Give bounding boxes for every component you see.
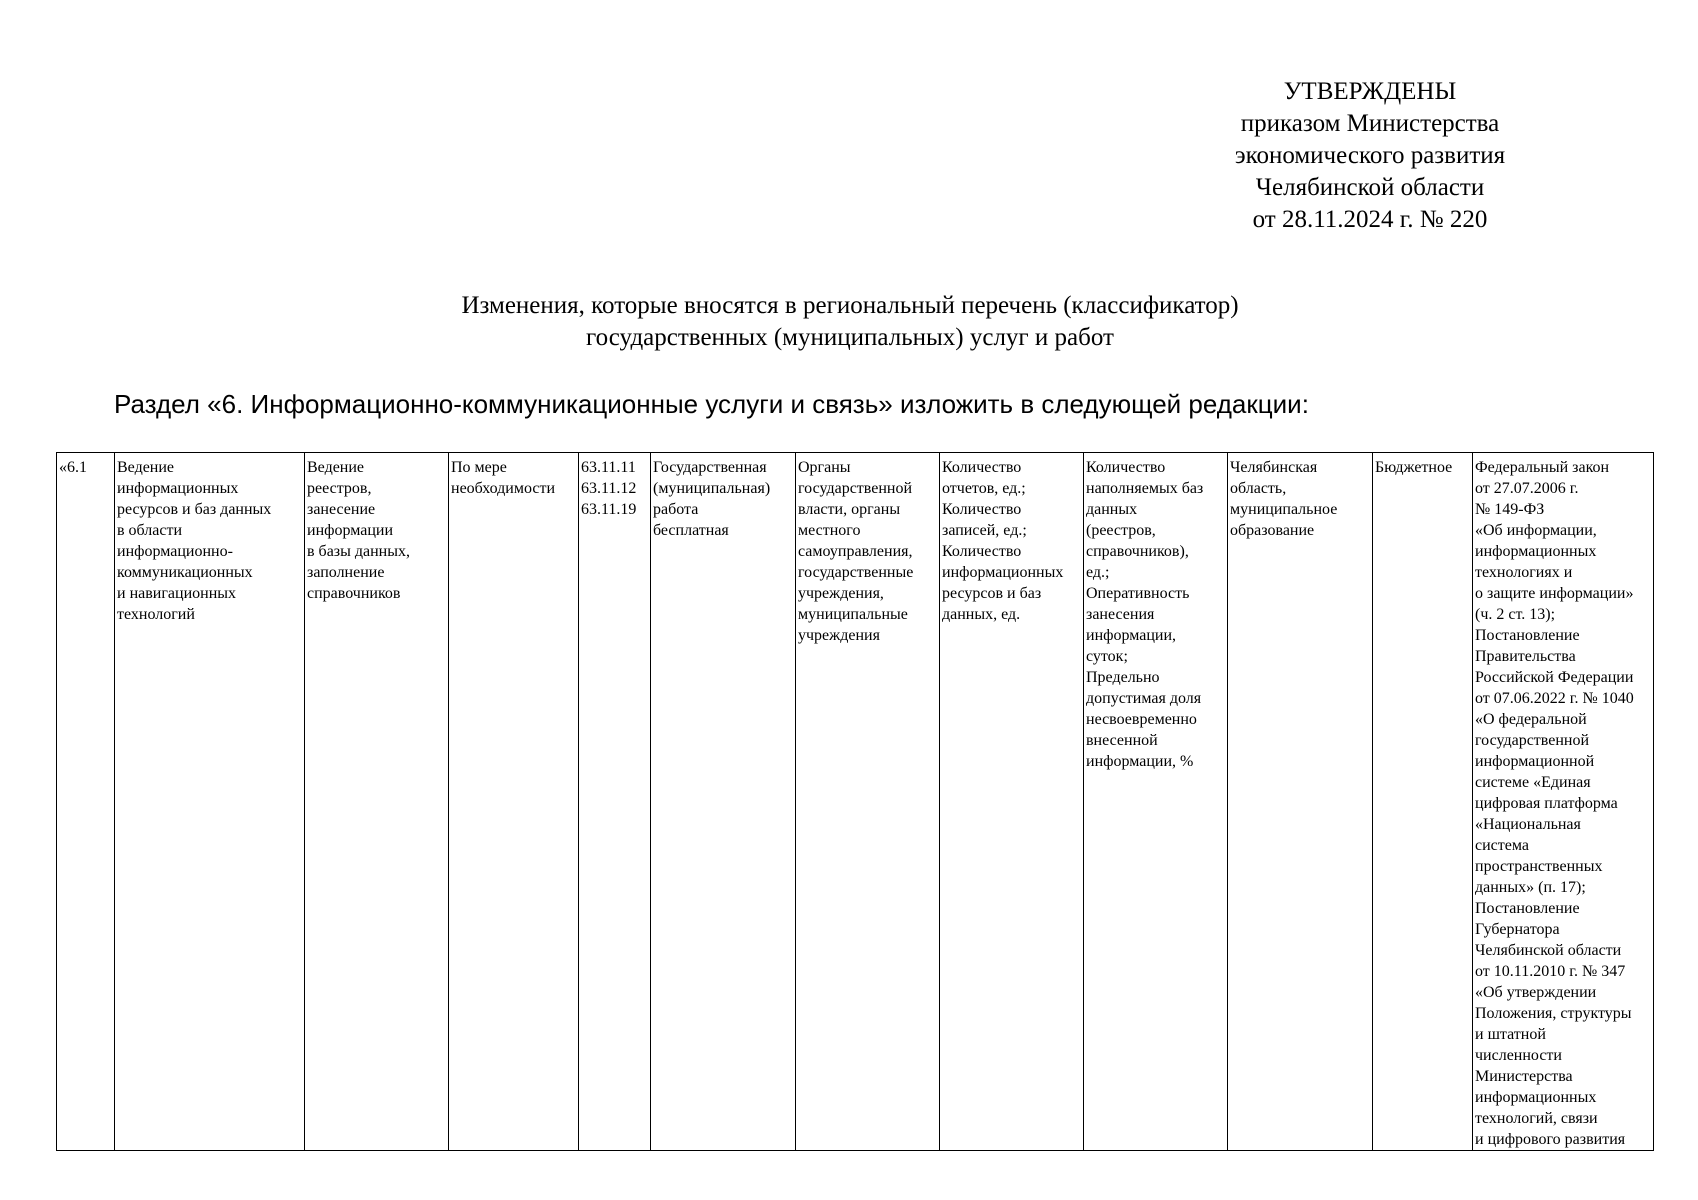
cell-text-line: и штатной — [1475, 1026, 1546, 1043]
cell-text-line: государственной — [1475, 732, 1590, 749]
cell-text-line: цифровая платформа — [1475, 795, 1618, 812]
cell-text-line: «О федеральной — [1475, 711, 1587, 728]
cell-text-line: Органы — [798, 459, 851, 476]
cell-text-line: от 27.07.2006 г. — [1475, 480, 1579, 497]
cell-text-line: область, — [1230, 480, 1287, 497]
cell-volume-indicators — [940, 453, 1084, 1151]
cell-service-name — [115, 453, 305, 1151]
cell-text-line: Российской Федерации — [1475, 669, 1634, 686]
title-line: государственных (муниципальных) услуг и работ — [586, 324, 1114, 351]
cell-text-line: данных, ед. — [942, 606, 1021, 623]
cell-text-line: № 149-ФЗ — [1475, 501, 1545, 518]
cell-text-line: Федеральный закон — [1475, 459, 1610, 476]
cell-text-line: 63.11.12 — [581, 480, 637, 497]
cell-consumers — [796, 453, 940, 1151]
cell-text-line: информационной — [1475, 753, 1595, 770]
cell-text-line: Количество — [942, 459, 1022, 476]
cell-text-line: Постановление — [1475, 900, 1580, 917]
cell-text-line: Министерства — [1475, 1068, 1573, 1085]
cell-text-line: данных — [1086, 501, 1138, 518]
cell-text-line: реестров, — [307, 480, 372, 497]
cell-text-line: ресурсов и баз — [942, 585, 1042, 602]
cell-text-line: информации, % — [1086, 753, 1194, 770]
table-row — [57, 453, 1654, 1151]
cell-text-line: информации, — [1086, 627, 1177, 644]
cell-text-line: Количество — [942, 543, 1022, 560]
cell-content — [305, 453, 449, 1151]
approval-stamp — [1180, 76, 1560, 236]
approval-line: приказом Министерства — [1240, 110, 1500, 137]
cell-text-line: Правительства — [1475, 648, 1576, 665]
cell-text-line: ед.; — [1086, 564, 1110, 581]
cell-text-line: система — [1475, 837, 1529, 854]
cell-text-line: 63.11.11 — [581, 459, 636, 476]
cell-text-line: в базы данных, — [307, 543, 410, 560]
cell-text-line: в области — [117, 522, 183, 539]
cell-quality-indicators — [1084, 453, 1228, 1151]
title-line: Изменения, которые вносятся в региональный перечень (классификатор) — [461, 292, 1239, 319]
approval-line: экономического развития — [1234, 142, 1506, 169]
cell-text-line: (ч. 2 ст. 13); — [1475, 606, 1556, 623]
section-intro: Раздел «6. Информационно-коммуникационные услуги и связь» изложить в следующей редакции: — [114, 389, 1309, 419]
cell-text-line: и цифрового развития — [1475, 1131, 1626, 1148]
approval-line: Челябинской области — [1255, 174, 1485, 201]
approval-line: УТВЕРЖДЕНЫ — [1283, 78, 1457, 105]
cell-text-line: справочников — [307, 585, 401, 602]
cell-text-line: допустимая доля — [1086, 690, 1202, 707]
cell-text-line: Постановление — [1475, 627, 1580, 644]
cell-text-line: технологий — [117, 606, 195, 623]
cell-text-line: суток; — [1086, 648, 1128, 665]
cell-text-line: самоуправления, — [798, 543, 913, 560]
cell-text-line: занесения — [1086, 606, 1155, 623]
cell-text-line: информационных — [942, 564, 1064, 581]
cell-number: «6.1 — [57, 453, 115, 1151]
cell-text-line: Количество — [1086, 459, 1166, 476]
cell-text-line: Бюджетное — [1375, 459, 1453, 476]
cell-text-line: необходимости — [451, 480, 556, 497]
cell-type — [651, 453, 796, 1151]
cell-text-line: власти, органы — [798, 501, 901, 518]
cell-text-line: информационных — [117, 480, 239, 497]
cell-text-line: данных» (п. 17); — [1475, 879, 1586, 896]
cell-text-line: Положения, структуры — [1475, 1005, 1632, 1022]
cell-text-line: учреждения — [798, 627, 880, 644]
cell-text-line: муниципальные — [798, 606, 908, 623]
cell-legal-basis — [1473, 453, 1654, 1151]
cell-text-line: 63.11.19 — [581, 501, 637, 518]
cell-text-line: Челябинская — [1230, 459, 1318, 476]
cell-text-line: информационных — [1475, 543, 1597, 560]
cell-text-line: и навигационных — [117, 585, 237, 602]
cell-text-line: Ведение — [307, 459, 365, 476]
cell-text-line: записей, ед.; — [942, 522, 1027, 539]
cell-text-line: от 07.06.2022 г. № 1040 — [1475, 690, 1634, 707]
approval-line: от 28.11.2024 г. № 220 — [1252, 206, 1488, 233]
cell-text-line: образование — [1230, 522, 1315, 539]
cell-text-line: (муниципальная) — [653, 480, 771, 497]
cell-text-line: занесение — [307, 501, 376, 518]
cell-text-line: справочников), — [1086, 543, 1189, 560]
cell-text-line: Количество — [942, 501, 1022, 518]
cell-text-line: Ведение — [117, 459, 175, 476]
cell-institution-type — [1373, 453, 1473, 1151]
cell-text-line: наполняемых баз — [1086, 480, 1204, 497]
cell-text-line: Губернатора — [1475, 921, 1560, 938]
cell-text-line: информационных — [1475, 1089, 1597, 1106]
cell-text-line: Предельно — [1086, 669, 1160, 686]
cell-text-line: Челябинской области — [1475, 942, 1622, 959]
document-title — [300, 290, 1400, 354]
cell-text-line: технологий, связи — [1475, 1110, 1598, 1127]
cell-text-line: несвоевременно — [1086, 711, 1197, 728]
cell-text-line: «Об информации, — [1475, 522, 1597, 539]
cell-okved — [579, 453, 651, 1151]
cell-text-line: коммуникационных — [117, 564, 253, 581]
cell-text-line: (реестров, — [1086, 522, 1156, 539]
cell-text-line: местного — [798, 522, 861, 539]
cell-text-line: пространственных — [1475, 858, 1603, 875]
cell-text-line: информации — [307, 522, 394, 539]
cell-text-line: системе «Единая — [1475, 774, 1591, 791]
cell-text-line: работа — [653, 501, 699, 518]
cell-text-line: заполнение — [307, 564, 385, 581]
cell-text-line: Государственная — [653, 459, 767, 476]
cell-text-line: технологиях и — [1475, 564, 1573, 581]
cell-text-line: ресурсов и баз данных — [117, 501, 272, 518]
cell-text-line: бесплатная — [653, 522, 729, 539]
registry-table — [56, 452, 1654, 1151]
cell-text-line: «Национальная — [1475, 816, 1581, 833]
cell-text-line: «Об утверждении — [1475, 984, 1597, 1001]
cell-text-line: информационно- — [117, 543, 233, 560]
cell-text-line: учреждения, — [798, 585, 884, 602]
cell-text-line: государственной — [798, 480, 913, 497]
cell-text-line: отчетов, ед.; — [942, 480, 1026, 497]
cell-text-line: от 10.11.2010 г. № 347 — [1475, 963, 1626, 980]
cell-text-line: муниципальное — [1230, 501, 1338, 518]
cell-text-line: По мере — [451, 459, 507, 476]
cell-text-line: численности — [1475, 1047, 1562, 1064]
cell-frequency — [449, 453, 579, 1151]
cell-text-line: Оперативность — [1086, 585, 1190, 602]
cell-text-line: государственные — [798, 564, 914, 581]
cell-level — [1228, 453, 1373, 1151]
cell-text-line: о защите информации» — [1475, 585, 1634, 602]
cell-text-line: внесенной — [1086, 732, 1158, 749]
